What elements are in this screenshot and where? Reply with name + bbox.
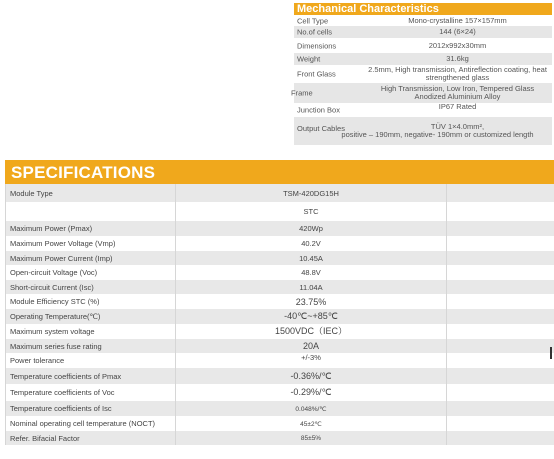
spec-label: Temperature coefficients of Pmax <box>6 368 176 384</box>
mech-value: 144 (6×24) <box>439 27 476 36</box>
mech-value: 2.5mm, High transmission, Antireflection coating, heat strengthened glass <box>368 65 547 82</box>
table-row <box>6 401 554 416</box>
table-row <box>6 280 554 294</box>
spec-extra-cell <box>447 431 554 445</box>
spec-extra-cell <box>447 221 554 236</box>
spec-extra-cell <box>447 416 554 431</box>
table-row <box>6 294 554 309</box>
spec-extra-cell <box>447 236 554 251</box>
spec-extra-cell <box>447 324 554 339</box>
spec-label: Power tolerance <box>6 353 176 368</box>
mech-label: Dimensions <box>297 41 337 50</box>
specifications-rows <box>5 184 554 445</box>
spec-value: 420Wp <box>176 221 447 236</box>
mech-row-junction-box <box>294 103 552 117</box>
spec-value: -0.29%/℃ <box>176 384 447 401</box>
mech-value: Mono-crystalline 157×157mm <box>408 15 507 25</box>
spec-value: 23.75% <box>176 294 447 309</box>
table-row <box>6 384 554 401</box>
table-row <box>6 339 554 353</box>
mech-row-output-cables <box>294 117 552 145</box>
spec-label: Operating Temperature(℃) <box>6 309 176 324</box>
spec-value: 1500VDC（IEC） <box>176 324 447 339</box>
spec-label <box>6 202 176 221</box>
spec-label: Maximum Power (Pmax) <box>6 221 176 236</box>
table-row <box>6 431 554 445</box>
spec-extra-cell <box>447 384 554 401</box>
spec-extra-cell <box>447 184 554 202</box>
table-row <box>6 416 554 431</box>
spec-extra-cell <box>447 251 554 265</box>
spec-label: Refer. Bifacial Factor <box>6 431 176 445</box>
mech-label: Weight <box>297 54 321 64</box>
mech-row-frame <box>291 83 552 103</box>
spec-value: 11.04A <box>176 280 447 294</box>
spec-extra-cell <box>447 280 554 294</box>
mechanical-title: Mechanical Characteristics <box>294 3 552 15</box>
spec-extra-cell <box>447 401 554 416</box>
table-row <box>6 184 554 202</box>
spec-value: 45±2℃ <box>176 416 447 431</box>
mechanical-characteristics-table <box>291 3 552 145</box>
spec-value: 10.45A <box>176 251 447 265</box>
table-row <box>6 221 554 236</box>
table-row <box>6 309 554 324</box>
spec-value: 48.8V <box>176 265 447 280</box>
mech-label: Frame <box>291 88 313 98</box>
mech-row-front-glass <box>294 65 552 83</box>
spec-label: Module Type <box>6 184 176 202</box>
specifications-table <box>5 160 554 445</box>
spec-extra-cell <box>447 339 554 353</box>
mech-value: 2012x992x30mm <box>428 40 487 50</box>
mech-label: Junction Box <box>297 105 340 115</box>
table-row <box>6 368 554 384</box>
spec-extra-cell <box>447 265 554 280</box>
mech-row-dimensions <box>294 38 552 53</box>
mech-value-line: Anodized Aluminium Alloy <box>414 92 501 101</box>
spec-label: Open-circuit Voltage (Voc) <box>6 265 176 280</box>
mech-label: No.of cells <box>297 27 333 37</box>
spec-label: Temperature coefficients of Isc <box>6 401 176 416</box>
mech-label: Cell Type <box>297 16 329 25</box>
mech-value: IP67 Rated <box>438 102 477 111</box>
mech-value-line: positive – 190mm, negative- 190mm or customized length <box>341 130 534 139</box>
spec-extra-cell <box>447 353 554 368</box>
table-row <box>6 353 554 368</box>
table-row <box>6 202 554 221</box>
spec-value: -0.36%/℃ <box>176 368 447 384</box>
spec-label: Temperature coefficients of Voc <box>6 384 176 401</box>
mech-value-line: TÜV 1×4.0mm², <box>430 122 485 131</box>
mech-value-line: High Transmission, Low Iron, Tempered Glass <box>380 84 535 93</box>
spec-label: Maximum series fuse rating <box>6 339 176 353</box>
table-row <box>6 251 554 265</box>
spec-label: Maximum Power Voltage (Vmp) <box>6 236 176 251</box>
spec-value: 20A <box>176 339 447 353</box>
spec-label: Module Efficiency STC (%) <box>6 294 176 309</box>
mech-row-cells <box>294 26 552 38</box>
mech-value <box>366 85 549 101</box>
spec-value: 0.048%/℃ <box>176 401 447 416</box>
spec-label: Maximum Power Current (Imp) <box>6 251 176 265</box>
spec-label: Short-circuit Current (Isc) <box>6 280 176 294</box>
table-row <box>6 236 554 251</box>
text-cursor <box>550 347 552 359</box>
spec-value: +/-3% <box>176 353 447 368</box>
table-row <box>6 324 554 339</box>
spec-label: Maximum system voltage <box>6 324 176 339</box>
mech-label: Front Glass <box>297 69 336 79</box>
spec-value: 85±5% <box>176 431 447 445</box>
spec-value: TSM-420DG15H <box>176 184 447 202</box>
mech-row-weight <box>294 53 552 65</box>
spec-extra-cell <box>447 294 554 309</box>
table-row <box>6 265 554 280</box>
specifications-title: SPECIFICATIONS <box>5 160 554 184</box>
mech-row-cell-type <box>294 15 552 26</box>
spec-value: -40℃~+85℃ <box>176 309 447 324</box>
spec-value: STC <box>176 202 447 221</box>
spec-extra-cell <box>447 309 554 324</box>
mech-value <box>341 122 549 139</box>
spec-extra-cell <box>447 202 554 221</box>
spec-value: 40.2V <box>176 236 447 251</box>
mech-value: 31.6kg <box>446 54 469 63</box>
spec-extra-cell <box>447 368 554 384</box>
spec-label: Nominal operating cell temperature (NOCT) <box>6 416 176 431</box>
mech-label: Output Cables <box>297 124 345 133</box>
